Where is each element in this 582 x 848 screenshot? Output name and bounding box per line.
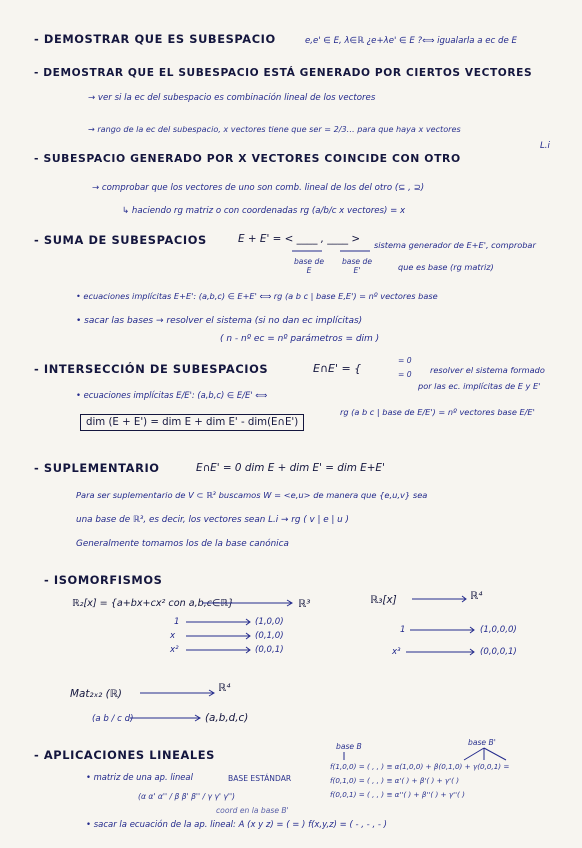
iso-mat-arrow-row — [130, 715, 200, 721]
iso-right-target: ℝ⁴ — [470, 590, 483, 602]
heading-suma: - SUMA DE SUBESPACIOS — [34, 233, 207, 247]
iso-left-to-0: (1,0,0) — [255, 617, 284, 627]
interseccion-rank: rg (a b c | base de E/E') = nº vectores base E/E' — [340, 407, 535, 417]
iso-arrow-row-2 — [186, 647, 250, 653]
interseccion-eq2: = 0 — [398, 370, 412, 379]
heading-aplicaciones: - APLICACIONES LINEALES — [34, 748, 215, 762]
heading-demostrar-subespacio: - DEMOSTRAR QUE ES SUBESPACIO — [34, 32, 276, 46]
suplementario-line-3: Generalmente tomamos los de la base canónica — [76, 539, 289, 549]
iso-right-to-0: (1,0,0,0) — [480, 625, 517, 635]
iso-right-arrow-main — [412, 596, 466, 602]
iso-mat-to: (a,b,d,c) — [205, 712, 249, 724]
iso-arrow-main — [202, 600, 292, 606]
heading-isomorfismos: - ISOMORFISMOS — [44, 573, 163, 587]
iso-right-arrow-row-0 — [410, 627, 474, 633]
interseccion-note-2: por las ec. implícitas de E y E' — [418, 381, 541, 391]
heading-subespacio-generado: - SUBESPACIO GENERADO POR X VECTORES COINCIDE CON OTRO — [34, 152, 461, 165]
aplic-f3: f(0,0,1) = ( , , ) ≡ α''( ) + β''( ) + γ''( ) — [330, 790, 465, 799]
suma-base-e: base de E — [293, 257, 324, 275]
aplic-base-b2-arrows — [464, 748, 506, 760]
aplic-coord-note: coord en la base B' — [216, 806, 289, 815]
suma-note-2: que es base (rg matriz) — [398, 262, 494, 272]
aplic-base-std: BASE ESTÁNDAR — [228, 774, 292, 783]
aplic-bullet-2: • sacar la ecuación de la ap. lineal: A (x y z) = ( = ) f(x,y,z) = ( - , - , - ) — [86, 820, 387, 830]
iso-arrow-row-0 — [186, 619, 250, 625]
interseccion-note-1: resolver el sistema formado — [430, 365, 545, 375]
suma-note-1: sistema generador de E+E', comprobar — [374, 240, 536, 250]
iso-left-to-2: (0,0,1) — [255, 645, 284, 655]
iso-right-title: ℝ₃[x] — [370, 594, 397, 606]
suma-base-e2: base de E' — [341, 257, 372, 275]
dim-formula-box: dim (E + E') = dim E + dim E' - dim(E∩E') — [80, 414, 304, 431]
aplic-f2: f(0,1,0) = ( , , ) ≡ α'( ) + β'( ) + γ'( ) — [330, 776, 460, 785]
interseccion-eq1: = 0 — [398, 356, 412, 365]
heading-interseccion: - INTERSECCIÓN DE SUBESPACIOS — [34, 362, 269, 376]
iso-arrow-row-1 — [186, 633, 250, 639]
suma-bullet-1: • ecuaciones implícitas E+E': (a,b,c) ∈ E+E' ⟺ rg (a b c | base E,E') = nº vectores base — [76, 291, 438, 301]
iso-mat-arrow-main — [140, 690, 214, 696]
suplementario-formula: E∩E' = 0 dim E + dim E' = dim E+E' — [196, 462, 385, 474]
generado-line-1: → ver si la ec del subespacio es combinación lineal de los vectores — [88, 93, 376, 103]
generado-line-2: → rango de la ec del subespacio, x vectores tiene que ser = 2/3… para que haya x vectores — [88, 124, 461, 134]
iso-right-arrow-row-1 — [406, 649, 474, 655]
subespacio-condition: e,e' ∈ E, λ∈ℝ ¿e+λe' ∈ E ?⟺ igualarla a ec de E — [305, 36, 517, 46]
iso-right-to-1: (0,0,0,1) — [480, 647, 517, 657]
iso-mat-target: ℝ⁴ — [218, 682, 231, 694]
iso-left-target: ℝ³ — [298, 598, 311, 610]
aplic-f1: f(1,0,0) = ( , , ) ≡ α(1,0,0) + β(0,1,0) + γ(0,0,1) = — [330, 762, 510, 771]
aplic-base-b2: base B' — [468, 738, 496, 747]
iso-left-from-1: x — [170, 631, 176, 641]
suma-formula: E + E' = < ____ , ____ > — [238, 233, 361, 245]
iso-left-title: ℝ₂[x] = {a+bx+cx² con a,b,c∈ℝ} — [72, 598, 235, 609]
suma-bullet-2b: ( n - nº ec = nº parámetros = dim ) — [220, 334, 380, 344]
interseccion-bullet-1: • ecuaciones implícitas E/E': (a,b,c) ∈ E/E' ⟺ — [76, 390, 268, 400]
iso-left-from-0: 1 — [174, 617, 180, 627]
interseccion-formula: E∩E' = { — [313, 362, 362, 375]
heading-suplementario: - SUPLEMENTARIO — [34, 461, 160, 475]
aplic-base-b: base B — [336, 742, 362, 751]
aplic-matrix: (α α' α'' / β β' β'' / γ γ' γ'') — [138, 792, 236, 801]
iso-right-from-1: x³ — [392, 647, 401, 657]
generado-line-2b: L.i — [540, 141, 550, 151]
subgen-line-2: ↳ haciendo rg matriz o con coordenadas rg (a/b/c x vectores) = x — [122, 206, 406, 216]
iso-mat-from: (a b / c d) — [92, 714, 134, 724]
heading-demostrar-generado: - DEMOSTRAR QUE EL SUBESPACIO ESTÁ GENERADO POR CIERTOS VECTORES — [34, 67, 533, 79]
iso-left-to-1: (0,1,0) — [255, 631, 284, 641]
subgen-line-1: → comprobar que los vectores de uno son comb. lineal de los del otro (⊆ , ⊇) — [92, 183, 425, 193]
iso-right-from-0: 1 — [400, 625, 406, 635]
suplementario-line-1: Para ser suplementario de V ⊂ ℝ³ buscamos W = <e,u> de manera que {e,u,v} sea — [76, 490, 428, 500]
iso-left-from-2: x² — [170, 645, 179, 655]
suma-bullet-2: • sacar las bases → resolver el sistema (si no dan ec implícitas) — [76, 316, 363, 326]
suplementario-line-2: una base de ℝ³, es decir, los vectores sean L.i → rg ( v | e | u ) — [76, 515, 349, 525]
iso-mat-title: Mat₂ₓ₂ (ℝ) — [70, 688, 122, 700]
aplic-bullet-1: • matriz de una ap. lineal — [86, 772, 193, 782]
